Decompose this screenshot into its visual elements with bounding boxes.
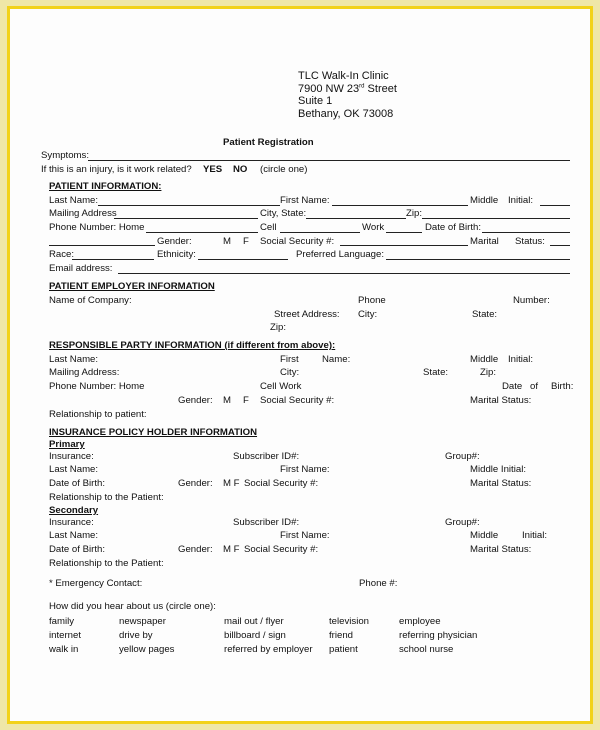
patient-zip-field[interactable] [422, 218, 570, 219]
patient-race-field[interactable] [72, 259, 154, 260]
referral-option[interactable]: newspaper [119, 616, 166, 627]
patient-work-field[interactable] [386, 232, 422, 233]
injury-no[interactable]: NO [233, 164, 248, 175]
patient-gender-label: Gender: [157, 236, 192, 247]
primary-marital-label: Marital Status: [470, 478, 532, 489]
insurance-heading: INSURANCE POLICY HOLDER INFORMATION [49, 427, 258, 438]
patient-race-label: Race: [49, 249, 75, 260]
responsible-gender-f[interactable]: F [243, 395, 249, 406]
responsible-marital-label: Marital Status: [470, 395, 532, 406]
clinic-street: 7900 NW 23rd Street [298, 83, 397, 95]
form-title: Patient Registration [223, 137, 314, 148]
patient-first-name-field[interactable] [332, 205, 468, 206]
symptoms-field[interactable] [88, 160, 570, 161]
referral-option[interactable]: patient [329, 644, 358, 655]
patient-middle-label: Middle [470, 195, 499, 206]
referral-option[interactable]: friend [329, 630, 353, 641]
secondary-last-name-label: Last Name: [49, 530, 99, 541]
referral-option[interactable]: internet [49, 630, 81, 641]
patient-info-heading: PATIENT INFORMATION: [49, 181, 162, 192]
responsible-ssn-label: Social Security #: [260, 395, 335, 406]
referral-option[interactable]: mail out / flyer [224, 616, 284, 627]
insurance-primary-label: Primary [49, 439, 85, 450]
secondary-gender-label: Gender: [178, 544, 213, 555]
responsible-gender-label: Gender: [178, 395, 213, 406]
patient-mailing-label: Mailing Address [49, 208, 117, 219]
patient-gender-f[interactable]: F [243, 236, 249, 247]
primary-dob-label: Date of Birth: [49, 478, 105, 489]
patient-status-label: Status: [515, 236, 545, 247]
referral-option[interactable]: drive by [119, 630, 153, 641]
patient-email-label: Email address: [49, 263, 113, 274]
patient-phone-home-label: Phone Number: Home [49, 222, 145, 233]
patient-city-state-field[interactable] [306, 218, 406, 219]
patient-ethnicity-label: Ethnicity: [157, 249, 196, 260]
secondary-insurance-label: Insurance: [49, 517, 94, 528]
employer-zip-label: Zip: [270, 322, 286, 333]
injury-question: If this is an injury, is it work related? [41, 164, 192, 175]
referral-question: How did you hear about us (circle one): [49, 601, 216, 612]
primary-gender-mf[interactable]: M F [223, 478, 240, 489]
secondary-ssn-label: Social Security #: [244, 544, 319, 555]
secondary-relationship-label: Relationship to the Patient: [49, 558, 164, 569]
clinic-suite: Suite 1 [298, 95, 333, 107]
responsible-cell-work-label: Cell Work [260, 381, 302, 392]
patient-dob-label: Date of Birth: [425, 222, 481, 233]
responsible-initial-label: Initial: [508, 354, 534, 365]
referral-option[interactable]: employee [399, 616, 441, 627]
secondary-middle-label: Middle [470, 530, 499, 541]
responsible-of-label: of [530, 381, 539, 392]
insurance-secondary-label: Secondary [49, 505, 99, 516]
secondary-dob-label: Date of Birth: [49, 544, 105, 555]
clinic-city: Bethany, OK 73008 [298, 108, 394, 120]
responsible-birth-label: Birth: [551, 381, 574, 392]
registration-form-page [7, 6, 593, 724]
primary-last-name-label: Last Name: [49, 464, 99, 475]
secondary-group-label: Group#: [445, 517, 480, 528]
primary-middle-label: Middle Initial: [470, 464, 526, 475]
patient-zip-label: Zip: [406, 208, 422, 219]
responsible-state-label: State: [423, 367, 449, 378]
referral-option[interactable]: referring physician [399, 630, 478, 641]
responsible-mailing-label: Mailing Address: [49, 367, 120, 378]
secondary-initial-label: Initial: [522, 530, 548, 541]
primary-first-name-label: First Name: [280, 464, 330, 475]
patient-work-label: Work [362, 222, 385, 233]
patient-language-label: Preferred Language: [296, 249, 385, 260]
responsible-middle-label: Middle [470, 354, 499, 365]
patient-phone-home-field[interactable] [146, 232, 258, 233]
patient-initial-label: Initial: [508, 195, 534, 206]
primary-relationship-label: Relationship to the Patient: [49, 492, 164, 503]
patient-cell-field[interactable] [280, 232, 360, 233]
injury-circle-hint: (circle one) [260, 164, 308, 175]
symptoms-label: Symptoms: [41, 150, 89, 161]
referral-option[interactable]: yellow pages [119, 644, 175, 655]
patient-cell-label: Cell [260, 222, 277, 233]
referral-option[interactable]: school nurse [399, 644, 454, 655]
patient-gender-m[interactable]: M [223, 236, 231, 247]
secondary-first-name-label: First Name: [280, 530, 330, 541]
referral-option[interactable]: family [49, 616, 75, 627]
responsible-name-label: Name: [322, 354, 351, 365]
employer-company-label: Name of Company: [49, 295, 132, 306]
referral-option[interactable]: referred by employer [224, 644, 313, 655]
referral-option[interactable]: walk in [49, 644, 79, 655]
employer-state-label: State: [472, 309, 498, 320]
responsible-first-label: First [280, 354, 299, 365]
patient-dob-field[interactable] [482, 232, 570, 233]
primary-insurance-label: Insurance: [49, 451, 94, 462]
patient-last-name-label: Last Name: [49, 195, 99, 206]
injury-yes[interactable]: YES [203, 164, 223, 175]
patient-initial-field[interactable] [540, 205, 570, 206]
responsible-relationship-label: Relationship to patient: [49, 409, 147, 420]
patient-blank-field[interactable] [49, 245, 155, 246]
emergency-phone-label: Phone #: [359, 578, 398, 589]
secondary-marital-label: Marital Status: [470, 544, 532, 555]
patient-ssn-field[interactable] [340, 245, 468, 246]
responsible-heading: RESPONSIBLE PARTY INFORMATION (if different from above): [49, 340, 336, 351]
emergency-contact-label: * Emergency Contact: [49, 578, 143, 589]
employer-city-label: City: [358, 309, 378, 320]
patient-city-state-label: City, State: [260, 208, 307, 219]
employer-street-label: Street Address: [274, 309, 340, 320]
primary-subscriber-label: Subscriber ID#: [233, 451, 300, 462]
secondary-subscriber-label: Subscriber ID#: [233, 517, 300, 528]
referral-option[interactable]: television [329, 616, 369, 627]
responsible-last-name-label: Last Name: [49, 354, 99, 365]
patient-mailing-field[interactable] [114, 218, 258, 219]
referral-option[interactable]: billboard / sign [224, 630, 286, 641]
clinic-name: TLC Walk-In Clinic [298, 70, 389, 82]
primary-group-label: Group#: [445, 451, 480, 462]
patient-marital-label: Marital [470, 236, 499, 247]
employer-phone-label: Phone [358, 295, 386, 306]
employer-number-label: Number: [513, 295, 550, 306]
patient-last-name-field[interactable] [98, 205, 280, 206]
responsible-gender-m[interactable]: M [223, 395, 231, 406]
responsible-zip-label: Zip: [480, 367, 496, 378]
patient-language-field[interactable] [386, 259, 570, 260]
primary-gender-label: Gender: [178, 478, 213, 489]
patient-ethnicity-field[interactable] [198, 259, 288, 260]
patient-marital-field[interactable] [550, 245, 570, 246]
employer-heading: PATIENT EMPLOYER INFORMATION [49, 281, 215, 292]
responsible-phone-home-label: Phone Number: Home [49, 381, 145, 392]
secondary-gender-mf[interactable]: M F [223, 544, 240, 555]
patient-email-field[interactable] [118, 273, 570, 274]
primary-ssn-label: Social Security #: [244, 478, 319, 489]
patient-ssn-label: Social Security #: [260, 236, 335, 247]
responsible-city-label: City: [280, 367, 300, 378]
patient-first-name-label: First Name: [280, 195, 330, 206]
responsible-date-label: Date [502, 381, 523, 392]
